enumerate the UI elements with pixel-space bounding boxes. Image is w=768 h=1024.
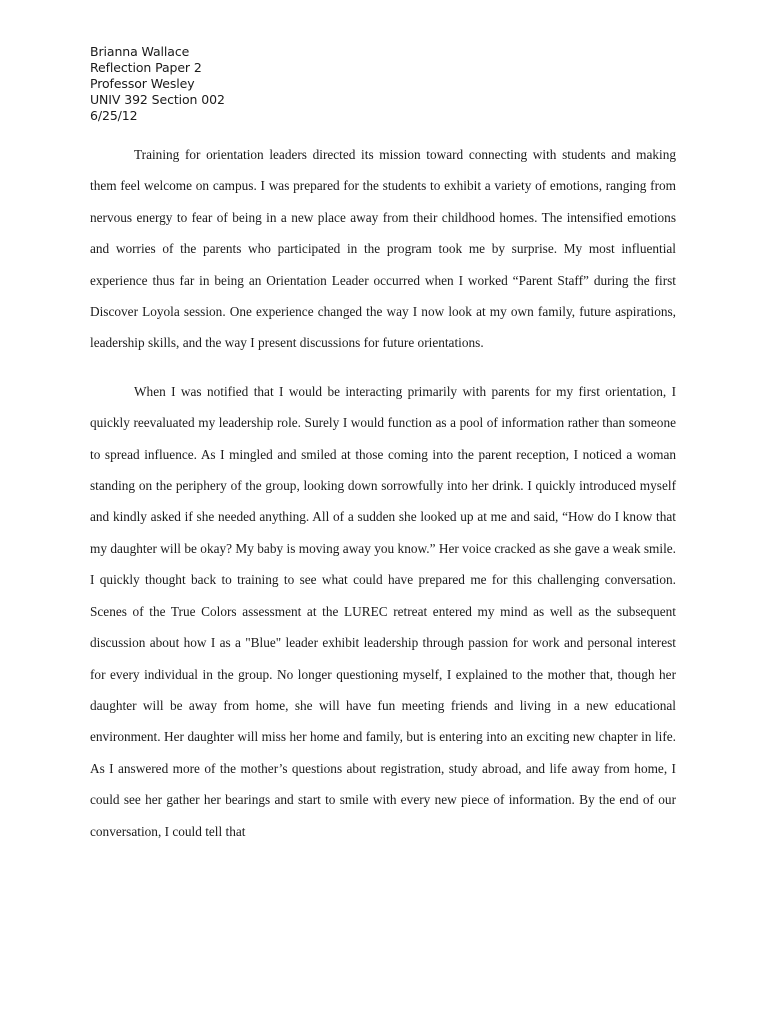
paragraph-1: Training for orientation leaders directed its mission toward connecting with students and making them feel welcome on campus. I was prepared for the students to exhibit a variety of emotions, ranging from nervous energy to fear of being in a new place away from their childhood homes. The intensified emotions and worries of the parents who participated in the program took me by surprise. My most influential experience thus far in being an Orientation Leader occurred when I worked “Parent Staff” during the first Discover Loyola session. One experience changed the way I now look at my own family, future aspirations, leadership skills, and the way I present discussions for future orientations. (90, 147, 676, 351)
paper-date: 6/25/12 (90, 108, 138, 123)
paper-header (90, 44, 225, 124)
assignment-title: Reflection Paper 2 (90, 60, 202, 75)
professor-name: Professor Wesley (90, 76, 195, 91)
course-section: UNIV 392 Section 002 (90, 92, 225, 107)
paragraph-2: When I was notified that I would be interacting primarily with parents for my first orientation, I quickly reevaluated my leadership role. Surely I would function as a pool of information rather than someone to spread influence. As I mingled and smiled at those coming into the parent reception, I noticed a woman standing on the periphery of the group, looking down sorrowfully into her drink. I quickly introduced myself and kindly asked if she needed anything. All of a sudden she looked up at me and said, “How do I know that my daughter will be okay? My baby is moving away you know.” Her voice cracked as she gave a weak smile. I quickly thought back to training to see what could have prepared me for this challenging conversation. Scenes of the True Colors assessment at the LUREC retreat entered my mind as well as the subsequent discussion about how I as a "Blue" leader exhibit leadership through passion for work and personal interest for every individual in the group. No longer questioning myself, I explained to the mother that, though her daughter will be away from home, she will have fun meeting friends and living in a new educational environment. Her daughter will miss her home and family, but is entering into an exciting new chapter in life. As I answered more of the mother’s questions about registration, study abroad, and life away from home, I could see her gather her bearings and start to smile with every new piece of information. By the end of our conversation, I could tell that (90, 383, 676, 839)
paper-body (90, 139, 676, 847)
author-name: Brianna Wallace (90, 44, 190, 59)
